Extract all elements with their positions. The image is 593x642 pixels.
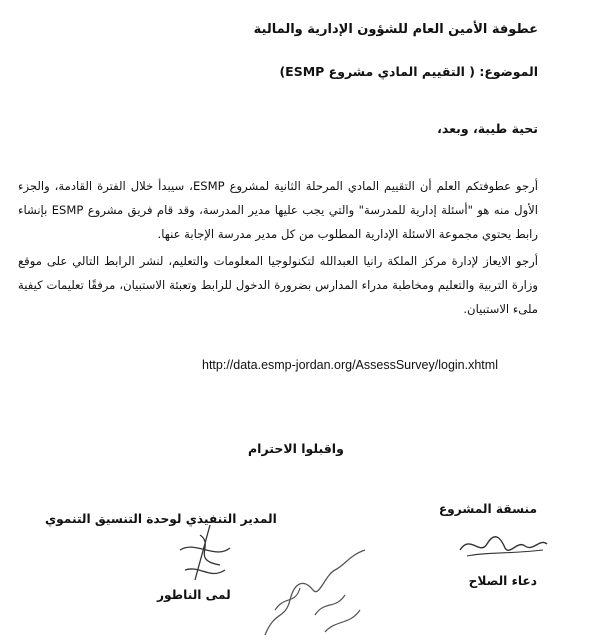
coordinator-name: دعاء الصلاح	[468, 574, 537, 588]
closing-line: واقبلوا الاحترام	[248, 441, 344, 456]
addressee-line: عطوفة الأمين العام للشؤون الإدارية والمالية	[253, 22, 538, 37]
handwritten-note	[255, 540, 375, 640]
coordinator-title: منسقة المشروع	[438, 502, 537, 516]
executive-title: المدير التنفيذي لوحدة التنسيق التنموي	[45, 512, 277, 526]
executive-signature	[170, 520, 240, 595]
body-paragraph-1: أرجو عطوفتكم العلم أن التقييم المادي المرحلة الثانية لمشروع ESMP، سيبدأ خلال الفترة القادمة، والجزء الأول منه هو "أسئلة إدارية للمدرسة" والتي يجب عليها مدير المدرسة، وقد قام فريق مشروع ESMP بإنشاء رابط يحتوي مجموعة الاسئلة الإدارية المطلوب من كل مدير مدرسة الإجابة عنها.	[18, 179, 539, 241]
subject-line: الموضوع: ( التقييم المادي مشروع ESMP)	[279, 64, 538, 79]
coordinator-signature	[455, 526, 550, 566]
greeting-line: تحية طيبة، وبعد،	[437, 121, 538, 136]
body-paragraph-2: أرجو الايعاز لإدارة مركز الملكة رانيا العبدالله لتكنولوجيا المعلومات والتعليم، لنشر الرابط التالي على موقع وزارة التربية والتعليم ومخاطبة مدراء المدارس بضرورة الدخول للرابط وتعبئة الاستبيان، مرفقًا تعليمات كيفية ملىء الاستبيان.	[18, 254, 538, 316]
survey-link[interactable]: http://data.esmp-jordan.org/AssessSurvey/login.xhtml	[202, 358, 498, 372]
executive-name: لمى الناطور	[157, 588, 231, 602]
